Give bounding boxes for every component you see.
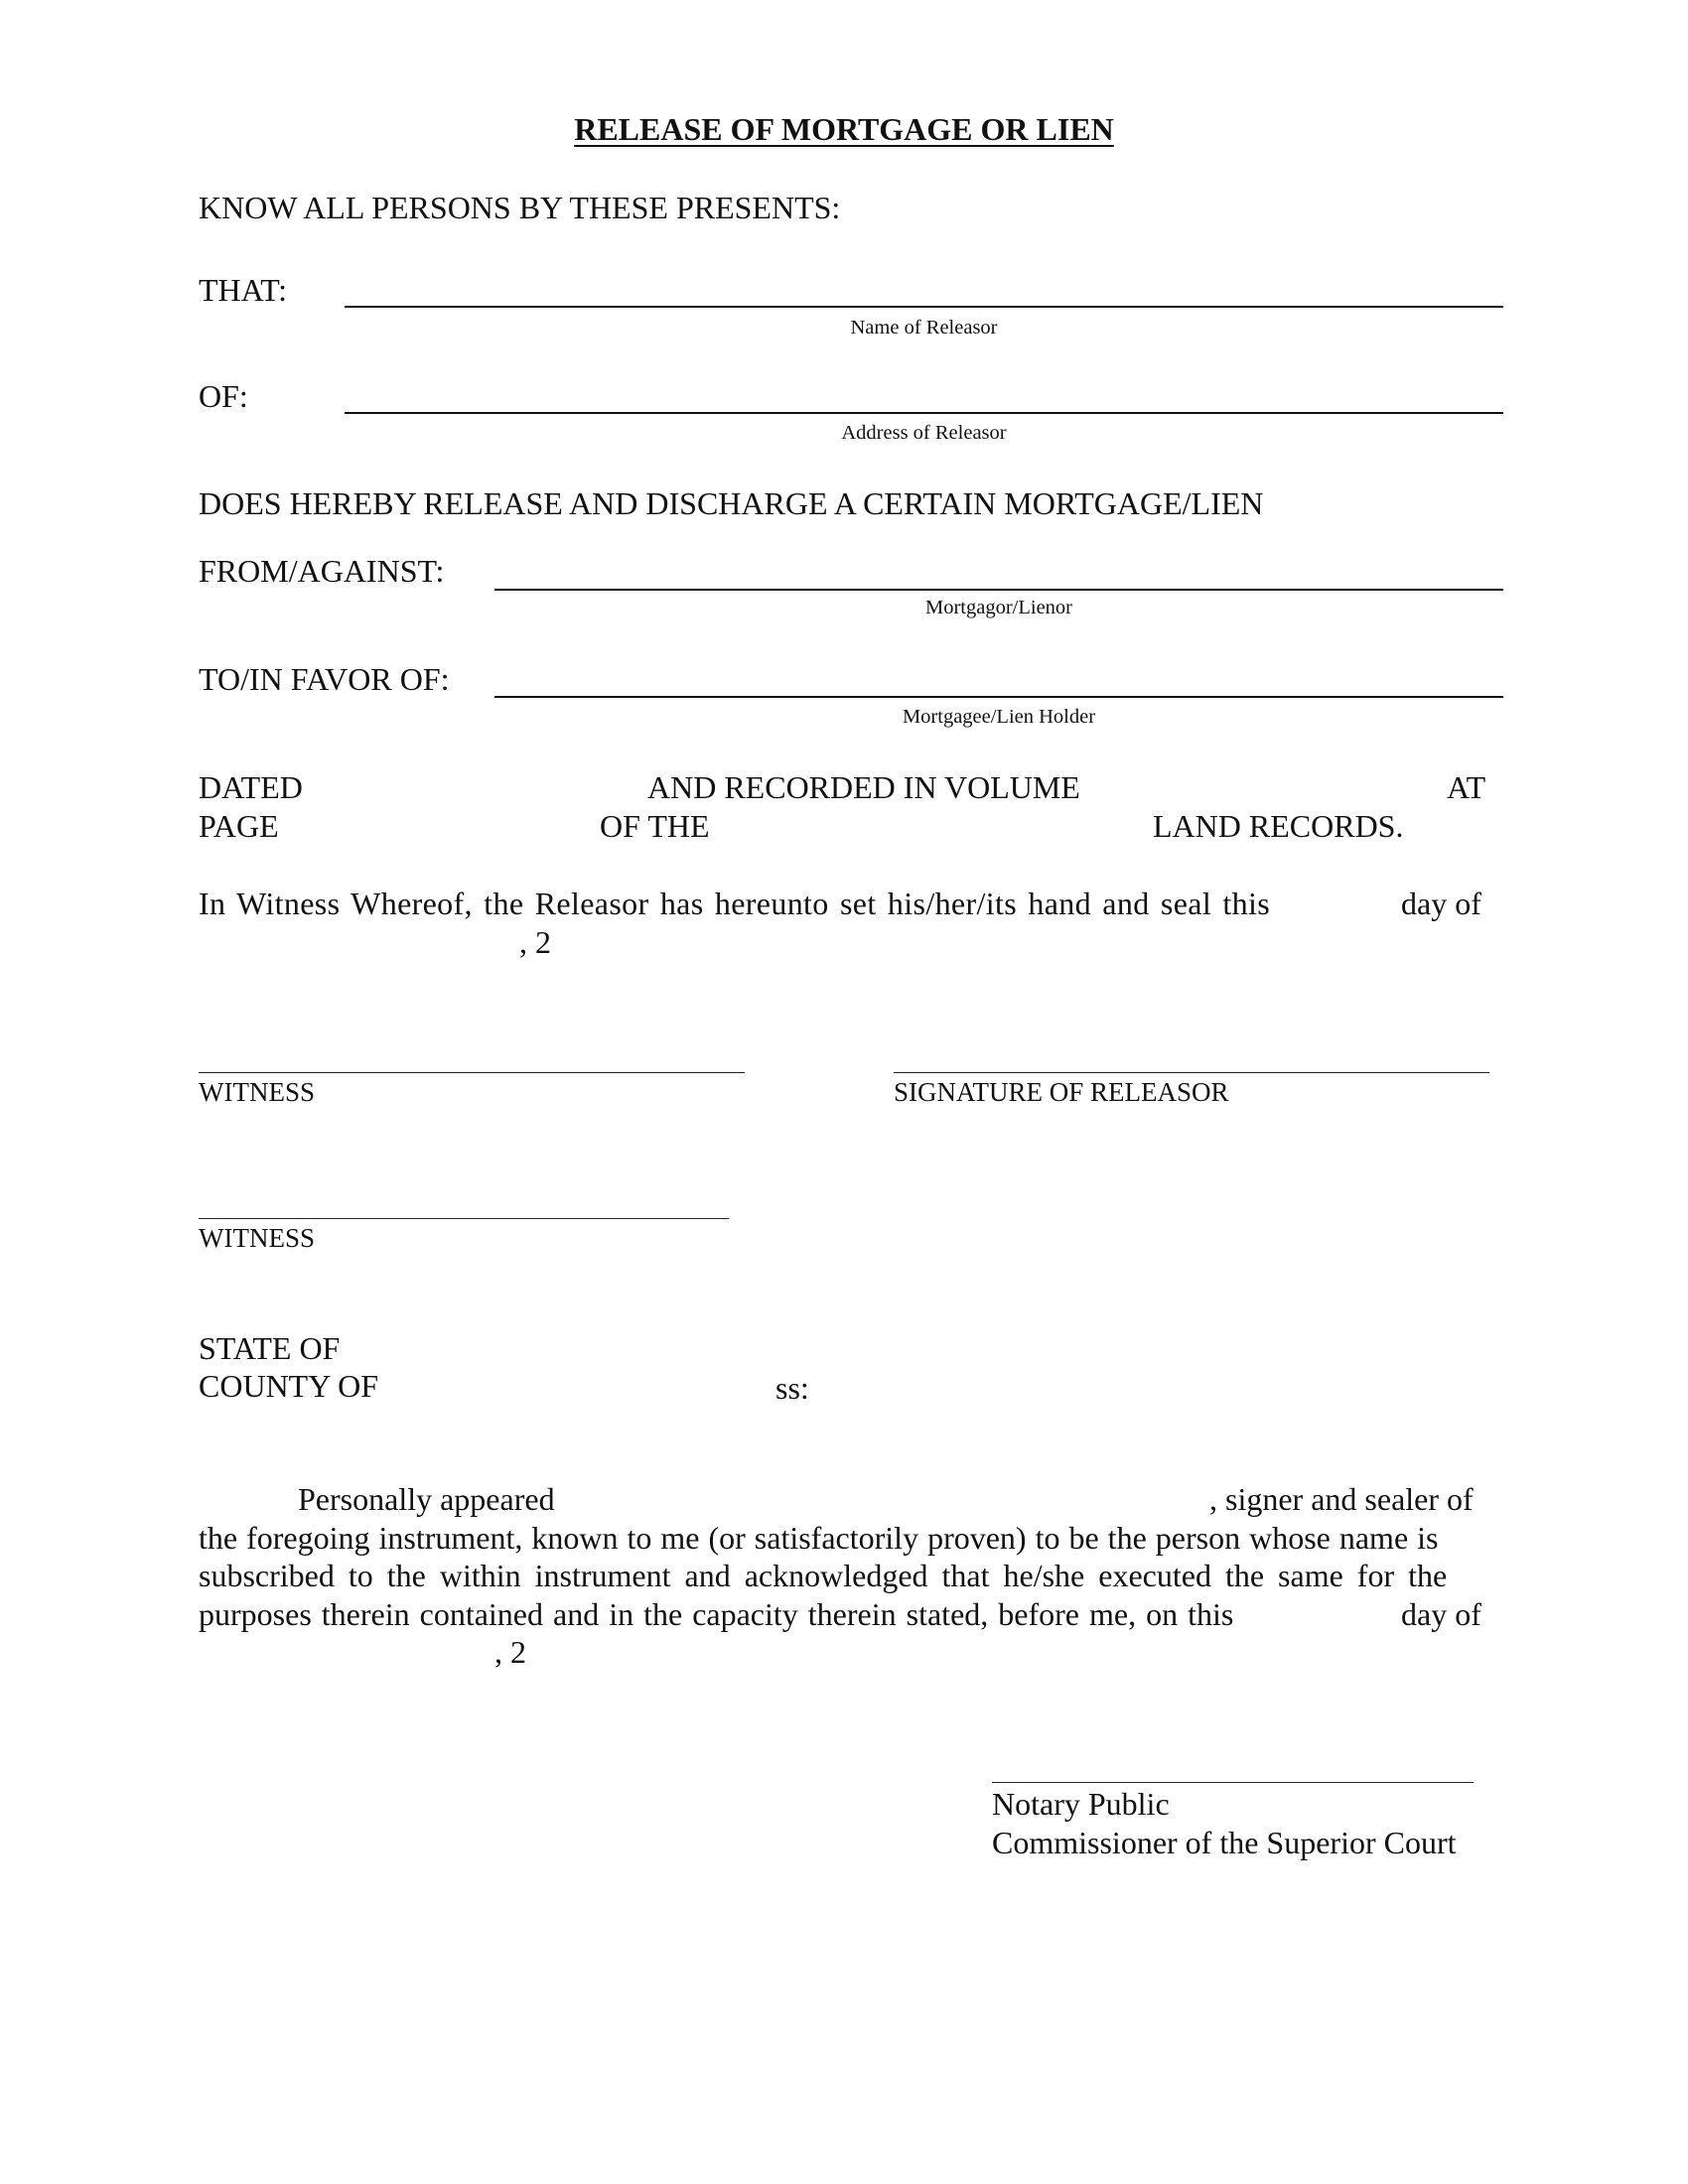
that-label: THAT: [199, 272, 288, 308]
acknowledgment-line-2: the foregoing instrument, known to me (or satisfactorily proven) to be the person whose name is [199, 1520, 1439, 1556]
ss-label: ss: [775, 1370, 809, 1406]
witness-1-label: WITNESS [199, 1077, 315, 1107]
acknowledgment-day-of: day of [1401, 1596, 1481, 1632]
releasor-signature-label: SIGNATURE OF RELEASOR [894, 1077, 1229, 1107]
page-label: PAGE [199, 808, 279, 844]
at-label: AT [1447, 769, 1486, 805]
commissioner-label: Commissioner of the Superior Court [992, 1825, 1457, 1860]
mortgagor-lienor-field[interactable] [494, 589, 1503, 591]
state-of-label: STATE OF [199, 1330, 341, 1366]
witness-1-signature-line[interactable] [199, 1072, 745, 1073]
releasor-address-caption: Address of Releasor [841, 422, 1007, 444]
witness-2-label: WITNESS [199, 1223, 315, 1253]
to-in-favor-of-label: TO/IN FAVOR OF: [199, 661, 450, 697]
land-records-label: LAND RECORDS. [1153, 808, 1404, 844]
of-the-label: OF THE [600, 808, 710, 844]
dated-label: DATED [199, 769, 303, 805]
releasor-signature-line[interactable] [894, 1072, 1489, 1073]
releasor-address-field[interactable] [345, 412, 1503, 414]
recorded-in-volume-label: AND RECORDED IN VOLUME [647, 769, 1080, 805]
witness-2-signature-line[interactable] [199, 1218, 729, 1219]
mortgagee-lienholder-caption: Mortgagee/Lien Holder [902, 706, 1096, 728]
notary-public-label: Notary Public [992, 1786, 1170, 1822]
acknowledgment-line-3: subscribed to the within instrument and acknowledged that he/she executed the same for the [199, 1558, 1448, 1593]
signer-and-sealer-text: , signer and sealer of [1209, 1481, 1474, 1517]
personally-appeared-label: Personally appeared [298, 1481, 555, 1517]
document-title-text: RELEASE OF MORTGAGE OR LIEN [574, 111, 1114, 147]
release-statement: DOES HEREBY RELEASE AND DISCHARGE A CERTAIN MORTGAGE/LIEN [199, 485, 1264, 521]
mortgagor-lienor-caption: Mortgagor/Lienor [924, 597, 1072, 618]
document-title [0, 111, 1688, 148]
witness-clause-year: , 2 [519, 924, 551, 960]
releasor-name-field[interactable] [345, 306, 1503, 308]
witness-clause-text: In Witness Whereof, the Releasor has hereunto set his/her/its hand and seal this [199, 886, 1271, 921]
mortgagee-lienholder-field[interactable] [494, 696, 1503, 698]
of-label: OF: [199, 378, 248, 414]
from-against-label: FROM/AGAINST: [199, 553, 445, 589]
intro-text: KNOW ALL PERSONS BY THESE PRESENTS: [199, 190, 841, 225]
acknowledgment-year: , 2 [494, 1634, 526, 1670]
acknowledgment-line-4: purposes therein contained and in the capacity therein stated, before me, on this [199, 1596, 1234, 1632]
county-of-label: COUNTY OF [199, 1368, 379, 1404]
releasor-name-caption: Name of Releasor [850, 317, 998, 339]
witness-clause-day-of: day of [1401, 886, 1481, 921]
notary-signature-line[interactable] [992, 1782, 1474, 1783]
